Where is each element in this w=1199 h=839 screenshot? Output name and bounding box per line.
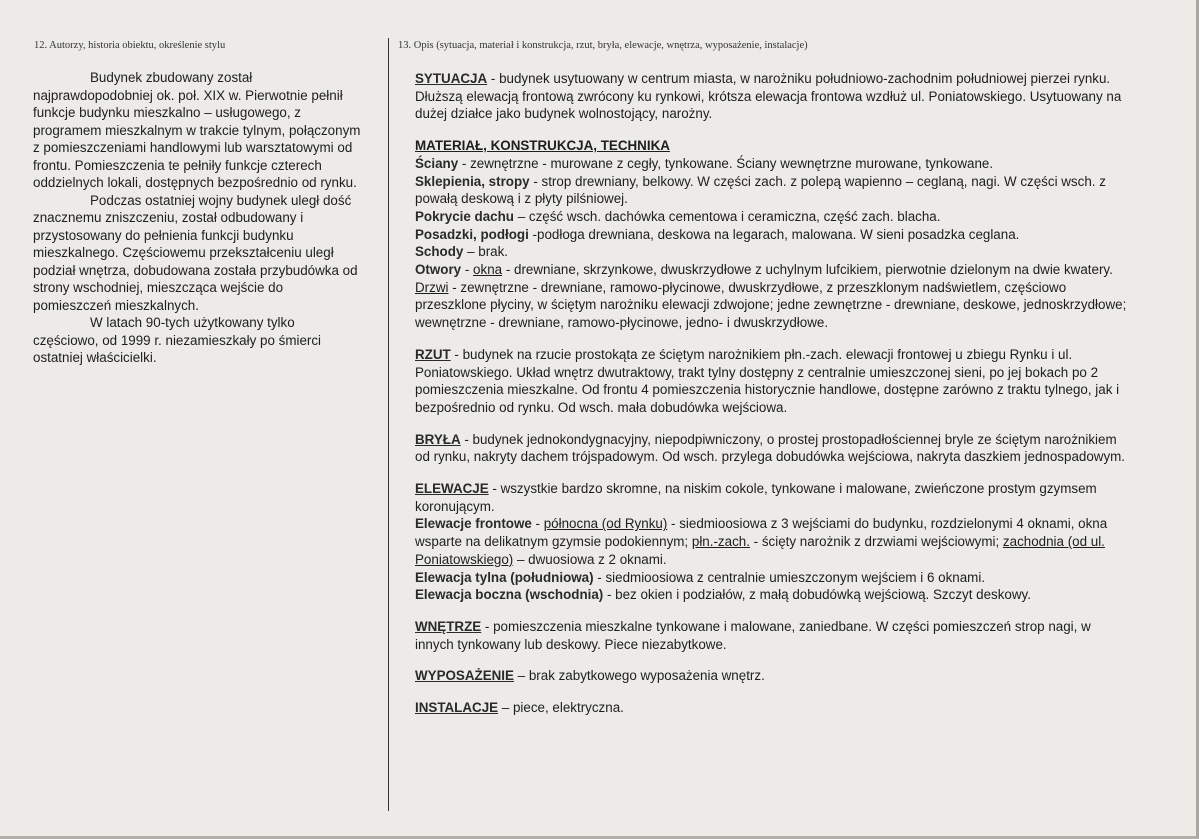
pokrycie-text: – część wsch. dachówka cementowa i ceramiczna, część zach. blacha. <box>514 208 941 224</box>
history-column <box>33 69 363 367</box>
wyposazenie-heading: WYPOSAŻENIE <box>415 668 514 684</box>
zachodnia-label: zachodnia (od ul. Poniatowskiego) <box>415 534 1105 567</box>
schody-line <box>415 243 1130 261</box>
section-instalacje <box>415 699 1130 717</box>
pokrycie-line <box>415 208 1130 226</box>
boczna-label: Elewacja boczna (wschodnia) <box>415 587 604 603</box>
section-wyposazenie <box>415 667 1130 685</box>
plnzach-label: płn.-zach. <box>691 534 750 550</box>
otwory-label: Otwory <box>415 262 462 278</box>
instalacje-heading: INSTALACJE <box>415 700 499 716</box>
history-paragraph-3: W latach 90-tych użytkowany tylko częściowo, od 1999 r. niezamieszkały po śmierci ostatniej właścicielki. <box>33 315 322 365</box>
wyposazenie-text: – brak zabytkowego wyposażenia wnętrz. <box>513 668 765 684</box>
column-divider <box>388 38 389 811</box>
polnocna-label: północna (od Rynku) <box>543 516 668 532</box>
sklepienia-label: Sklepienia, stropy <box>415 173 530 189</box>
description-column <box>415 70 1130 731</box>
polnocna-text: - siedmioosiowa z 3 wejściami do budynku, rozdzielonymi 4 oknami, okna wsparte na delikatnym gzymsie podokiennym; <box>415 516 1108 550</box>
zachodnia-text: – dwuosiowa z 2 oknami. <box>513 551 667 567</box>
otwory-dash: - <box>461 262 474 278</box>
boczna-text: - bez okien i podziałów, z małą dobudówką wejściową. Szczyt deskowy. <box>603 587 1031 603</box>
wnetrze-text: - pomieszczenia mieszkalne tynkowane i malowane, zaniedbane. W części pomieszczeń strop nagi, w innych tynkowany lub deskowy. Piece niezabytkowe. <box>415 618 1091 652</box>
sytuacja-text: - budynek usytuowany w centrum miasta, w narożniku południowo-zachodnim południowej pierzei rynku. Dłuższą elewacją frontową zwrócony ku rynkowi, krótsza elewacja frontowa wzdłuż ul. Poniatowskiego. Usytuowany na dużej działce jako budynek wolnostojący, narożny. <box>415 71 1122 122</box>
schody-label: Schody <box>415 244 464 260</box>
tylna-line <box>415 569 1130 587</box>
elewacje-text: - wszystkie bardzo skromne, na niskim cokole, tynkowane i malowane, zwieńczone prostym gzymsem koronującym. <box>415 481 1097 514</box>
tylna-label: Elewacja tylna (południowa) <box>415 569 594 585</box>
rzut-heading: RZUT <box>415 346 451 362</box>
frontowe-line <box>415 515 1130 568</box>
sciany-text: - zewnętrzne - murowane z cegły, tynkowane. Ściany wewnętrzne murowane, tynkowane. <box>458 155 994 171</box>
schody-text: – brak. <box>463 244 509 260</box>
section-wnetrze <box>415 618 1130 653</box>
okna-label: okna <box>473 262 503 278</box>
right-column-header: 13. Opis (sytuacja, materiał i konstrukcja, rzut, bryła, elewacje, wnętrza, wyposażenie, instalacje) <box>398 40 808 51</box>
frontowe-label: Elewacje frontowe <box>415 516 532 532</box>
bryla-text: - budynek jednokondygnacyjny, niepodpiwniczony, o prostej prostopadłościennej bryle ze ściętym narożnikiem od rynku, nakryty dachem trójspadowym. Od wsch. przylega dobudówka wejściowa, nakryta daszkiem jednospadowym. <box>415 431 1126 465</box>
section-sytuacja <box>415 70 1130 123</box>
drzwi-label: Drzwi <box>415 279 449 295</box>
posadzki-line <box>415 226 1130 244</box>
history-paragraph-2: Podczas ostatniej wojny budynek uległ dość znacznemu zniszczeniu, został odbudowany i przystosowany do pełnienia funkcji budynku mieszkalnego. Częściowemu przekształceniu uległ podział wnętrza, dobudowana została przybudówka od strony wschodniej, mieszcząca wejście do pomieszczeń mieszkalnych. <box>33 192 358 313</box>
sciany-line <box>415 155 1130 173</box>
section-elewacje <box>415 480 1130 604</box>
section-material <box>415 137 1130 332</box>
boczna-line <box>415 586 1130 604</box>
wnetrze-heading: WNĘTRZE <box>415 618 482 634</box>
tylna-text: - siedmioosiowa z centralnie umieszczonym wejściem i 6 oknami. <box>593 569 986 585</box>
okna-text: - drewniane, skrzynkowe, dwuskrzydłowe z uchylnym lufcikiem, pierwotnie dzielonym na dwie kwatery. <box>502 262 1113 278</box>
sklepienia-text: - strop drewniany, belkowy. W części zach. z polepą wapienno – ceglaną, nagi. W części wsch. z powałą deskową i z płyty pilśniowej. <box>415 173 1106 207</box>
plnzach-text: - ścięty narożnik z drzwiami wejściowymi; <box>749 534 1003 550</box>
sklepienia-line <box>415 173 1130 208</box>
sytuacja-heading: SYTUACJA <box>415 71 488 86</box>
elewacje-intro <box>415 480 1130 515</box>
frontowe-dash: - <box>531 516 544 532</box>
section-bryla <box>415 431 1130 466</box>
rzut-text: - budynek na rzucie prostokąta ze ściętym narożnikiem płn.-zach. elewacji frontowej u zbiegu Rynku i ul. Poniatowskiego. Układ wnętrz dwutraktowy, trakt tylny dostępny z centralnie umieszczonej sieni, po jej bokach po 2 pomieszczenia mieszkalne. Od frontu 4 pomieszczenia historycznie handlowe, dostępne zarówno z traktu tylnego, jak i bezpośrednio od rynku. Od wsch. mała dobudówka wejściowa. <box>415 346 1120 415</box>
pokrycie-label: Pokrycie dachu <box>415 208 514 224</box>
bryla-heading: BRYŁA <box>415 431 461 447</box>
instalacje-text: – piece, elektryczna. <box>498 700 624 716</box>
posadzki-label: Posadzki, podłogi <box>415 226 529 242</box>
section-rzut <box>415 346 1130 417</box>
material-heading: MATERIAŁ, KONSTRUKCJA, TECHNIKA <box>415 138 670 154</box>
left-column-header: 12. Autorzy, historia obiektu, określenie stylu <box>34 40 226 51</box>
otwory-line <box>415 261 1130 332</box>
drzwi-text: - zewnętrzne - drewniane, ramowo-płycinowe, dwuskrzydłowe, z przeszklonym nadświetlem, częściowo przeszklone płyciny, w ściętym narożniku elewacji zdwojone; jedne zewnętrzne - drewniane, deskowe, jednoskrzydłowe; wewnętrzne - drewniane, ramowo-płycinowe, jedno- i dwuskrzydłowe. <box>415 279 1127 331</box>
sciany-label: Ściany <box>415 155 459 171</box>
posadzki-text: -podłoga drewniana, deskowa na legarach, malowana. W sieni posadzka ceglana. <box>528 226 1020 242</box>
elewacje-heading: ELEWACJE <box>415 481 489 497</box>
history-paragraph-1: Budynek zbudowany został najprawdopodobniej ok. poł. XIX w. Pierwotnie pełnił funkcje budynku mieszkalno – usługowego, z programem mieszkalnym w trakcie tylnym, połączonym z pomieszczeniami handlowymi lub warsztatowymi od frontu. Pomieszczenia te pełniły funkcje czterech oddzielnych lokali, dostępnych bezpośrednio od rynku. <box>33 70 361 190</box>
